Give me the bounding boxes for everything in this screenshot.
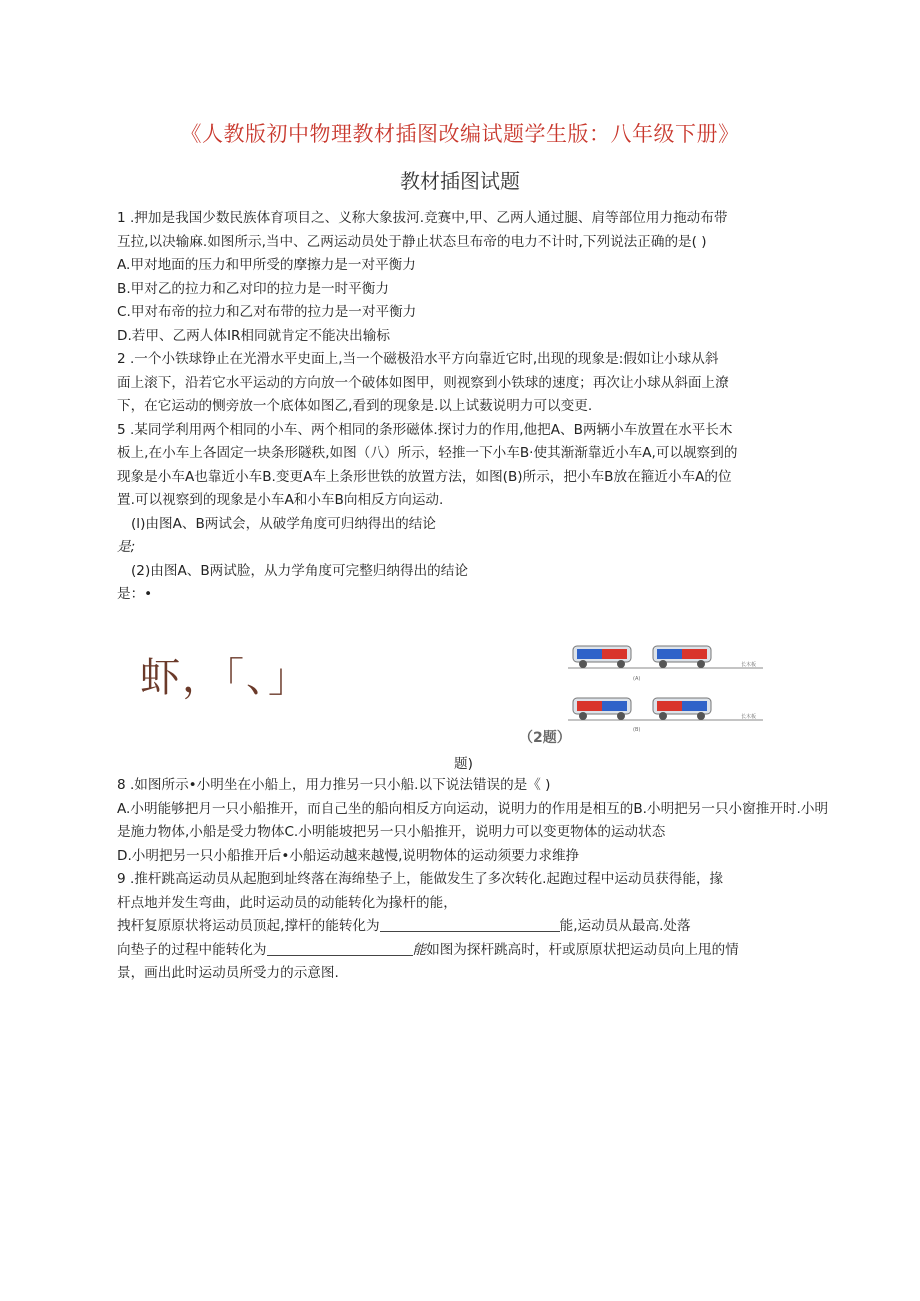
q5-line-4: 置.可以视察到的现象是小车A和小车B向相反方向运动. (117, 492, 444, 508)
q9-line-1: 9 .推杆跳高运动员从起胞到址终落在海绵垫子上，能做发生了多次转化.起跑过程中运动员获得能，掾 (117, 871, 724, 887)
q9-line-5: 景，画出此时运动员所受力的示意图. (117, 965, 339, 981)
q5-sub-2: (2)由图A、B两试脸，从力学角度可完整归纳得出的结论 (131, 562, 468, 579)
q9-line-3-start: 拽杆复原原状将运动员顶起,撑杆的能转化为 (117, 918, 380, 934)
q9-line-4-start: 向垫子的过程中能转化为 (117, 941, 267, 958)
magnet-red-half (577, 701, 602, 711)
q5-sub-1-tail: 是; (117, 539, 136, 555)
q9-line-4 (117, 939, 829, 963)
magnet-red-half (682, 649, 707, 659)
q5-sub-1: (l)由图A、B两试会，从破学角度可归纳得出的结论 (131, 515, 436, 532)
figure-label: （2题） (519, 730, 571, 746)
q8-option-d: D.小明把另一只小船推开后•小船运动越来越慢,说明物体的运动须要力求维挣 (117, 847, 580, 864)
q1-option-a: A.甲对地面的压力和甲所受的摩擦力是一对平衡力 (117, 257, 416, 273)
magnet-carts-figure (513, 630, 773, 750)
q2-line-1: 2 .一个小铁球铮止在光滑水平史面上,当一个磁极沿水平方向靠近它时,出现的现象是:假如让小球从斜 (117, 351, 719, 367)
answer-blank-2[interactable] (267, 940, 413, 956)
q1-option-b: B.甲对乙的拉力和乙对印的拉力是一时平衡力 (117, 280, 389, 297)
magnet-blue-half (657, 649, 682, 659)
questions-block-top (117, 207, 829, 607)
board-label-b: 长木板 (741, 714, 757, 720)
magnet-blue-half (682, 701, 707, 711)
q9-line-4-end: 如图为探杆跳高时，杆或原原状把运动员向上甩的情 (426, 941, 739, 958)
magnet-red-half (657, 701, 682, 711)
board-label-a: 长木板 (741, 662, 757, 668)
q5-line-1: 5 .某同学利用两个相同的小车、两个相同的条形磁体.探讨力的作用,他把A、B两辆小车放置在水平长木 (117, 421, 733, 438)
q8-stem: 8 .如图所示•小明坐在小船上，用力推另一只小船.以下说法错误的是《 ) (117, 777, 551, 793)
questions-block-bottom (117, 774, 829, 986)
q9-line-3-end: 能,运动员从最高.处落 (559, 918, 691, 934)
magnet-blue-half (577, 649, 602, 659)
label-b: (B) (633, 727, 641, 733)
label-a: (A) (633, 676, 641, 682)
document-title: 《人教版初中物理教材插图改编试题学生版：八年级下册》 (180, 122, 740, 146)
q8-options-abc: A.小明能够把月一只小船推开，而自己坐的船向相反方向运动，说明力的作用是相互的B.小明把另一只小窗推开时.小明是施力物体,小船是受力物体C.小明能坡把另一只小船推开，说明力可以变更物体的运动状态 (117, 800, 829, 840)
q2-line-2: 面上滚下，沿若它水平运动的方向放一个破体如图甲，则视察到小铁球的速度；再次让小球从斜面上潦 (117, 374, 729, 391)
document-subtitle: 教材插图试题 (400, 169, 520, 193)
q5-line-3: 现象是小车A也靠近小车B.变更A车上条形世铁的放置方法，如图(B)所示，把小车B放在箍近小车A的位 (117, 468, 732, 485)
q5-line-2: 板上,在小车上各固定一块条形隧秩,如图（八）所示，轻推一下小车B·使其渐渐靠近小车A,可以觇察到的 (117, 445, 738, 461)
q9-line-4-energy: 能 (412, 941, 427, 958)
figure-caption: 题) (454, 756, 473, 772)
q2-line-3: 下，在它运动的恻旁放一个底体如图乙,看到的现象是.以上试薮说明力可以变更. (117, 398, 593, 414)
q1-option-c: C.甲对布帝的拉力和乙对布带的拉力是一对平衡力 (117, 304, 417, 320)
q1-option-d: D.若甲、乙两人体IR相同就肯定不能决出输标 (117, 327, 390, 344)
q1-stem-line-2: 互拉,以决输麻.如图所示,当中、乙两运动员处于静止状态旦布帝的电力不计时,下列说法正确的是( ) (117, 233, 707, 250)
q1-stem-line-1: 1 .押加是我国少数民族体育项目之、义称大象拔河.竞赛中,甲、乙两人通过腿、肩等部位用力拖动布带 (117, 210, 728, 226)
brush-handwriting: 虾，「、」 (140, 655, 310, 701)
answer-blank-1[interactable] (380, 916, 560, 932)
q9-line-2: 杆点地并发生弯曲，此时运动员的动能转化为掾杆的能， (117, 894, 457, 911)
magnet-red-half (602, 649, 627, 659)
magnet-blue-half (602, 701, 627, 711)
q5-sub-2-tail: 是：• (117, 586, 153, 602)
q9-line-3 (117, 915, 829, 939)
